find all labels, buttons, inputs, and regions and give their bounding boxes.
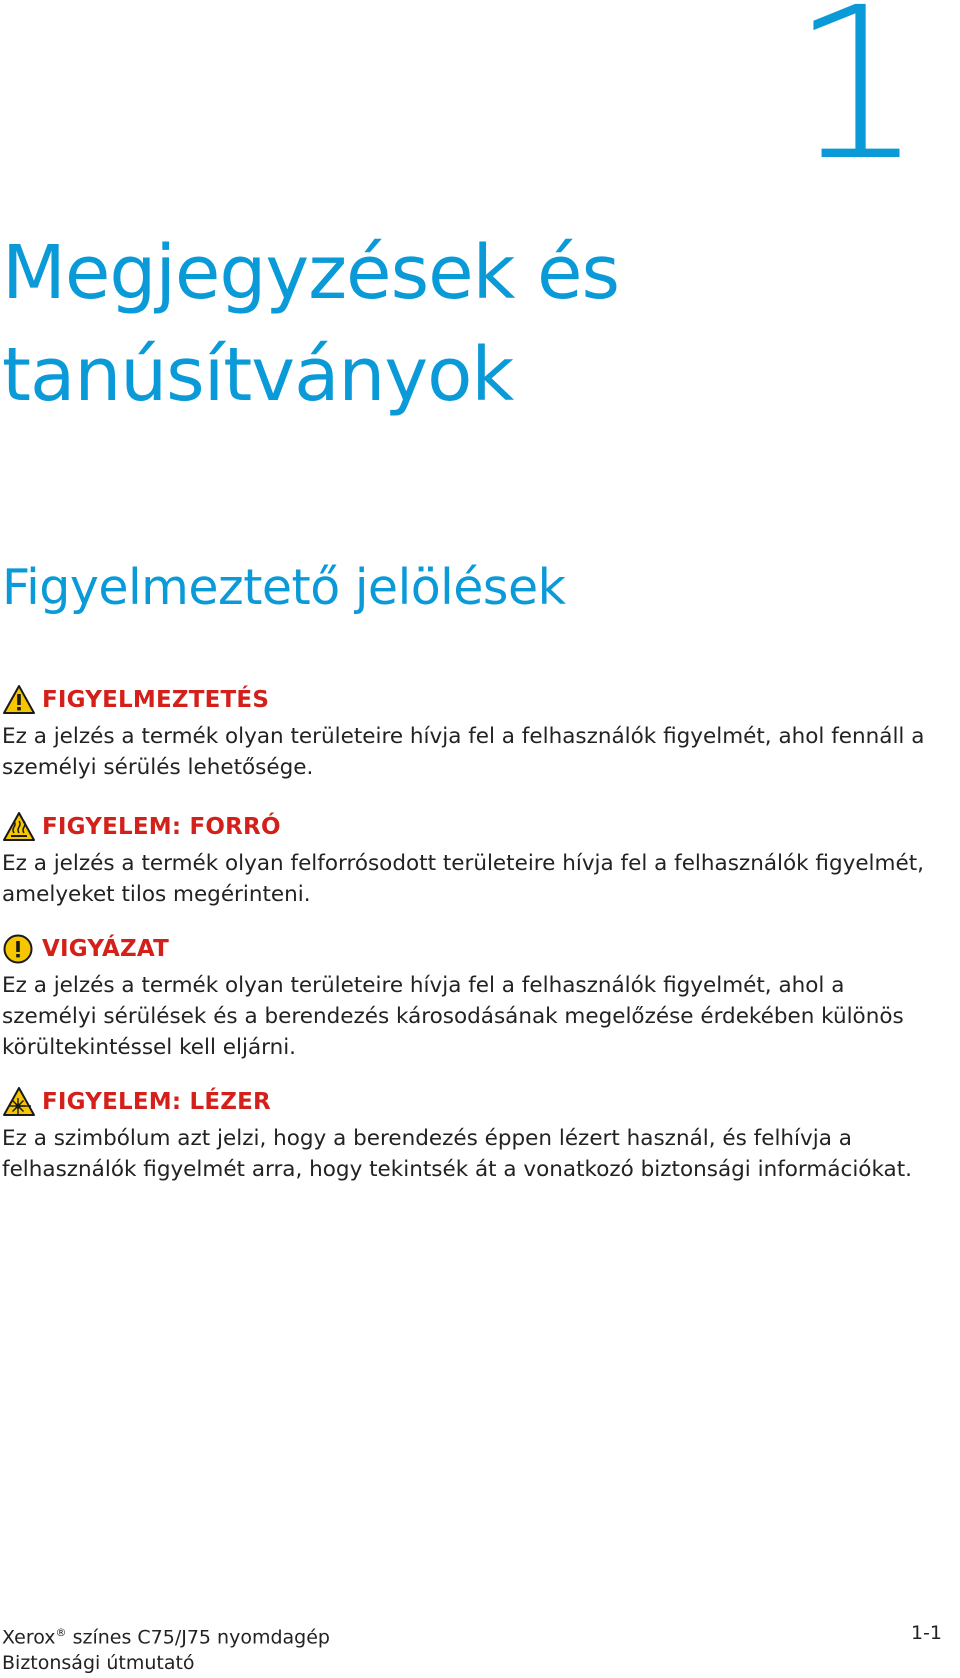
notice-warning [2, 683, 940, 783]
notice-header [2, 683, 940, 717]
page-number: 1-1 [910, 1622, 942, 1644]
notice-header [2, 1085, 940, 1119]
notice-text: Ez a jelzés a termék olyan területeire hívja fel a felhasználók figyelmét, ahol a személyi sérülések és a berendezés károsodásának megelőzése érdekében különös körültekintéssel kell eljárni. [2, 973, 904, 1060]
notice-label: FIGYELEM: LÉZER [42, 1089, 271, 1115]
chapter-title [2, 222, 619, 426]
notice-text: Ez a szimbólum azt jelzi, hogy a berendezés éppen lézert használ, és felhívja a felhasználók figyelmét arra, hogy tekintsék át a vonatkozó biztonsági információkat. [2, 1126, 912, 1182]
chapter-number: 1 [790, 0, 920, 207]
notice-text: Ez a jelzés a termék olyan területeire hívja fel a felhasználók figyelmét, ahol fennáll a személyi sérülés lehetősége. [2, 724, 925, 780]
caution-circle-icon [2, 933, 36, 965]
footer-product-name: színes C75/J75 nyomdagép [66, 1626, 330, 1649]
notice-text: Ez a jelzés a termék olyan felforrósodott területeire hívja fel a felhasználók figyelmét, amelyeket tilos megérinteni. [2, 851, 924, 907]
registered-mark: ® [55, 1626, 67, 1639]
page-footer [2, 1620, 942, 1676]
notice-label: FIGYELMEZTETÉS [42, 687, 270, 713]
notice-hot [2, 810, 940, 910]
warning-triangle-icon [2, 684, 36, 716]
footer-brand: Xerox [2, 1626, 56, 1649]
footer-guide-title: Biztonsági útmutató [2, 1652, 195, 1675]
hot-surface-icon [2, 811, 36, 843]
laser-warning-icon [2, 1086, 36, 1118]
notice-laser [2, 1085, 940, 1185]
chapter-title-line1: Megjegyzések és [2, 230, 620, 316]
notice-label: FIGYELEM: FORRÓ [42, 814, 281, 840]
footer-product [2, 1620, 330, 1650]
chapter-title-line2: tanúsítványok [2, 332, 514, 418]
notice-header [2, 810, 940, 844]
notice-caution [2, 932, 940, 1063]
section-title: Figyelmeztető jelölések [2, 559, 566, 616]
notice-label: VIGYÁZAT [42, 936, 169, 962]
notice-header [2, 932, 940, 966]
